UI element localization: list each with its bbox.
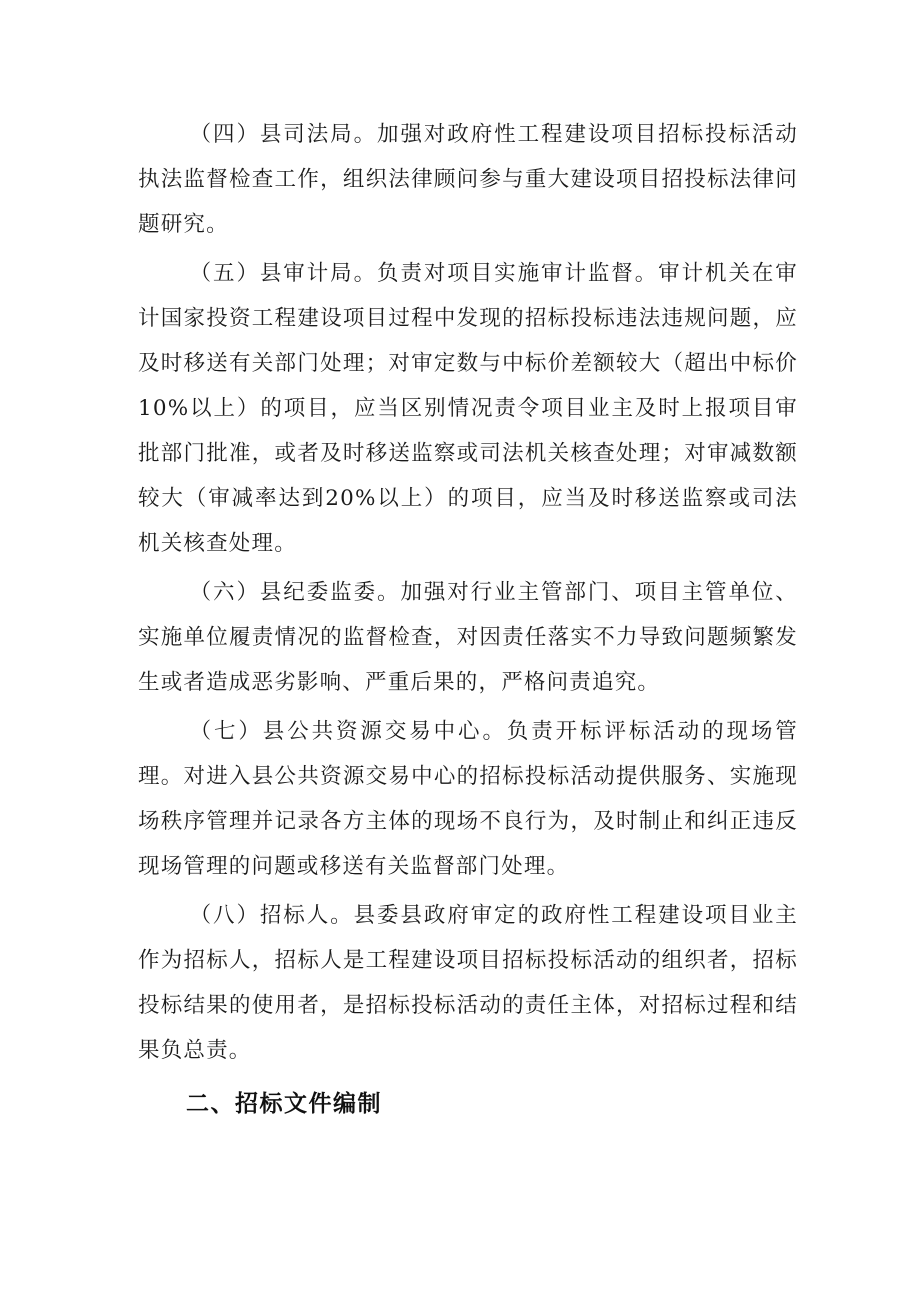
document-body xyxy=(138,112,798,1127)
paragraph-tenderer: （八）招标人。县委县政府审定的政府性工程建设项目业主作为招标人，招标人是工程建设项目招标投标活动的组织者，招标投标结果的使用者，是招标投标活动的责任主体，对招标过程和结果负总责。 xyxy=(138,903,798,1063)
paragraph-trading-center: （七）县公共资源交易中心。负责开标评标活动的现场管理。对进入县公共资源交易中心的招标投标活动提供服务、实施现场秩序管理并记录各方主体的现场不良行为，及时制止和纠正违反现场管理的问题或移送有关监督部门处理。 xyxy=(138,719,798,879)
section-heading: 二、招标文件编制 xyxy=(186,1091,382,1117)
paragraph-audit-bureau: （五）县审计局。负责对项目实施审计监督。审计机关在审计国家投资工程建设项目过程中发现的招标投标违法违规问题，应及时移送有关部门处理；对审定数与中标价差额较大（超出中标价10%以上）的项目，应当区别情况责令项目业主及时上报项目审批部门批准，或者及时移送监察或司法机关核查处理；对审减数额较大（审减率达到20%以上）的项目，应当及时移送监察或司法机关核查处理。 xyxy=(138,261,798,556)
paragraph-discipline-commission: （六）县纪委监委。加强对行业主管部门、项目主管单位、实施单位履责情况的监督检查，对因责任落实不力导致问题频繁发生或者造成恶劣影响、严重后果的，严格问责追究。 xyxy=(138,580,798,695)
paragraph-judicial-bureau: （四）县司法局。加强对政府性工程建设项目招标投标活动执法监督检查工作，组织法律顾问参与重大建设项目招投标法律问题研究。 xyxy=(138,122,798,237)
